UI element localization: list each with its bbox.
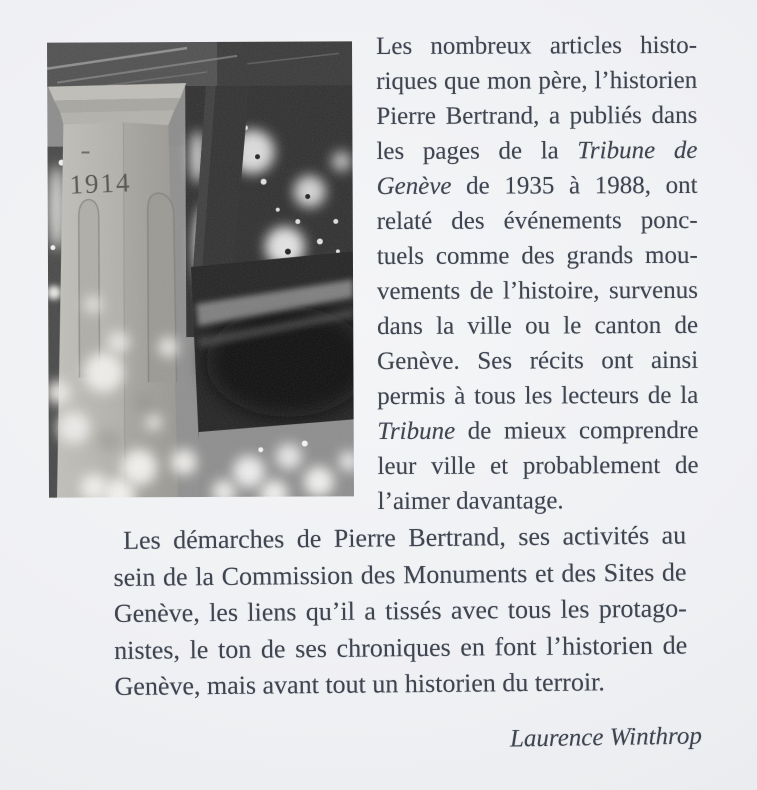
film-grain-overlay: [47, 41, 354, 497]
text-line: les pages de la Tribune de: [376, 136, 698, 165]
text-line: vements de l’histoire, survenus: [376, 276, 698, 305]
text-line: l’aimer davantage.: [377, 487, 564, 515]
text-line: Les démarches de Pierre Bertrand, ses activités au: [123, 520, 687, 555]
text-line: Genève, les liens qu’il a tissés avec tous les protago-: [113, 593, 687, 628]
text-line: Tribune de mieux comprendre: [377, 416, 699, 445]
body-paragraph: [113, 517, 688, 705]
text-line: Les nombreux articles histo-: [376, 31, 698, 60]
text-line: Genève de 1935 à 1988, ont: [376, 171, 698, 200]
pillar-photo-illustration: [47, 41, 354, 497]
text-line: nistes, le ton de ses chroniques en font l’historien de: [114, 629, 688, 665]
text-line: tuels comme des grands mou-: [376, 241, 698, 270]
text-line: dans la ville ou le canton de: [376, 311, 699, 340]
text-line: permis à tous les lecteurs de la: [377, 381, 699, 410]
text-line: Pierre Bertrand, a publiés dans: [376, 101, 698, 130]
author-signature: Laurence Winthrop: [509, 722, 703, 753]
text-line: Genève. Ses récits ont ainsi: [377, 346, 699, 375]
text-line: leur ville et probablement de: [377, 451, 699, 480]
text-line: Genève, mais avant tout un historien du terroir.: [114, 667, 605, 701]
pillar-inscription: 1914: [68, 167, 133, 200]
text-line: riques que mon père, l’historien: [376, 66, 698, 95]
intro-paragraph: [376, 28, 699, 519]
pillar-photograph: [47, 41, 354, 497]
text-line: sein de la Commission des Monuments et des Sites de: [113, 556, 687, 592]
text-line: relaté des événements ponc-: [376, 206, 698, 235]
